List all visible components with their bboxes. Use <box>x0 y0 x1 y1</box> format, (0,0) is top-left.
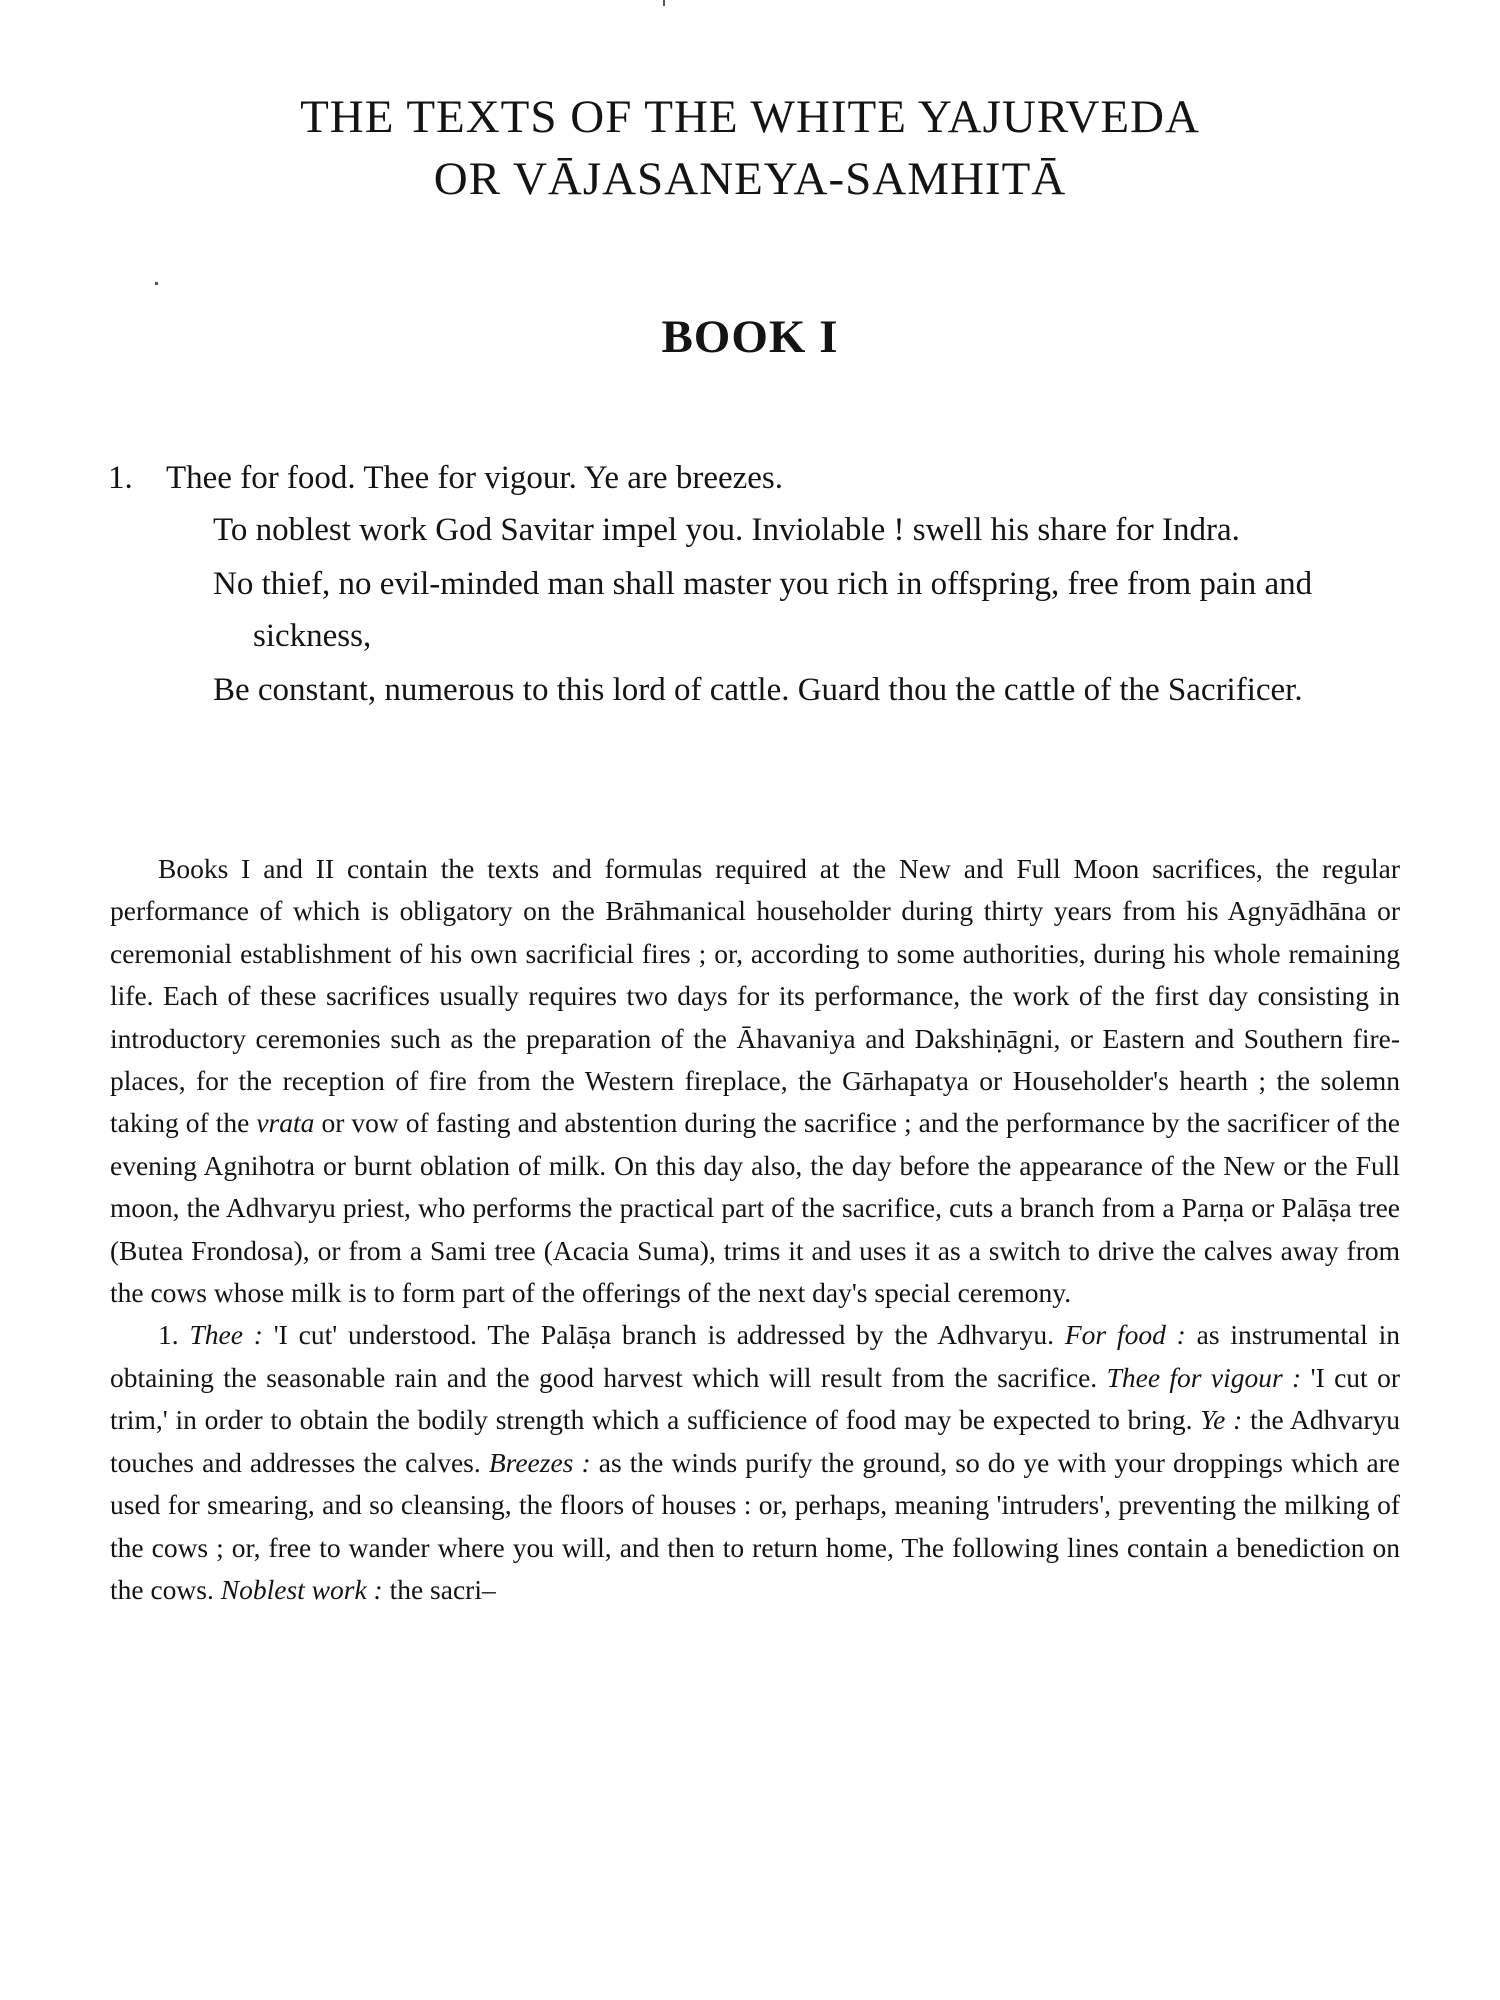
para2-text-1: 'I cut' understood. The Palāṣa branch is addressed by the Adhvaryu. <box>273 1319 1055 1351</box>
term-breezes: Breezes : <box>488 1446 591 1478</box>
page-title <box>0 86 1500 210</box>
commentary-paragraph-2 <box>110 1314 1400 1611</box>
para2-text-3: 'I cut or trim,' in order to obtain the bodily strength which a sufficience of food may be expected to bring. <box>110 1361 1400 1436</box>
term-thee-for-vigour: Thee for vigour : <box>1106 1361 1302 1393</box>
book-heading: BOOK I <box>661 311 839 363</box>
term-noblest-work: Noblest work : <box>220 1573 383 1605</box>
term-thee: Thee : <box>189 1319 263 1351</box>
para2-text-6: the sacri– <box>389 1573 496 1605</box>
para2-text-5: as the winds purify the ground, so do ye with your droppings which are used for smearing, and so cleansing, the floors of houses : or, perhaps, meaning 'intruders', preventing the milking of the cows ; or, free to wander where you will, and then to return home, The following lines contain a benediction on the cows. <box>110 1446 1401 1605</box>
verse-line-2: To noblest work God Savitar impel you. Inviolable ! swell his share for Indra. <box>213 512 1240 548</box>
commentary <box>110 848 1400 1611</box>
title-line-2: OR VĀJASANEYA-SAMHITĀ <box>433 153 1067 205</box>
verse-block <box>108 452 1398 716</box>
scan-speck-top <box>663 0 665 6</box>
scan-speck-left <box>155 282 158 285</box>
term-ye: Ye : <box>1200 1404 1243 1436</box>
verse-number: 1. <box>108 460 133 496</box>
vrata-term: vrata <box>256 1107 315 1139</box>
verse-line-4: Be constant, numerous to this lord of cattle. Guard thou the cattle of the Sacrificer. <box>213 672 1303 708</box>
para2-text-2: as instrumental in obtaining the seasonable rain and the good harvest which will result from the sacrifice. <box>110 1319 1400 1393</box>
para1-rest: or vow of fasting and abstention during the sacrifice ; and the performance by the sacrificer of the evening Agnihotra or burnt oblation of milk. On this day also, the day before the appearance of the New or the Full moon, the Adhvaryu priest, who performs the practical part of the sacrifice, cuts a branch from a Parṇa or Palāṣa tree (Butea Frondosa), or from a Sami tree (Acacia Suma), trims it and uses it as a switch to drive the calves away from the cows whose milk is to form part of the offerings of the next day's special ceremony. <box>110 1107 1400 1309</box>
verse-line-3: No thief, no evil-minded man shall master you rich in offspring, free from pain and sickness, <box>213 566 1313 654</box>
commentary-paragraph-1 <box>110 848 1400 1314</box>
para2-text-4: the Adhvaryu touches and addresses the calves. <box>110 1404 1400 1478</box>
term-for-food: For food : <box>1064 1319 1186 1351</box>
verse-line-1: Thee for food. Thee for vigour. Ye are breezes. <box>166 460 783 496</box>
para1-text: Books I and II contain the texts and formulas required at the New and Full Moon sacrifices, the regular performance of which is obligatory on the Brāhmanical householder during thirty years from his Agnyādhāna or ceremonial establishment of his own sacrificial fires ; or, according to some authorities, during his whole remaining life. Each of these sacrifices usually requires two days for its performance, the work of the first day consisting in introductory ceremonies such as the preparation of the Āhavaniya and Dakshiṇāgni, or Eastern and Southern fire-places, for the reception of fire from the Western fireplace, the Gārhapatya or Householder's hearth ; the solemn taking of the <box>110 853 1400 1139</box>
para2-number: 1. <box>158 1319 179 1351</box>
title-line-1: THE TEXTS OF THE WHITE YAJURVEDA <box>300 91 1200 143</box>
